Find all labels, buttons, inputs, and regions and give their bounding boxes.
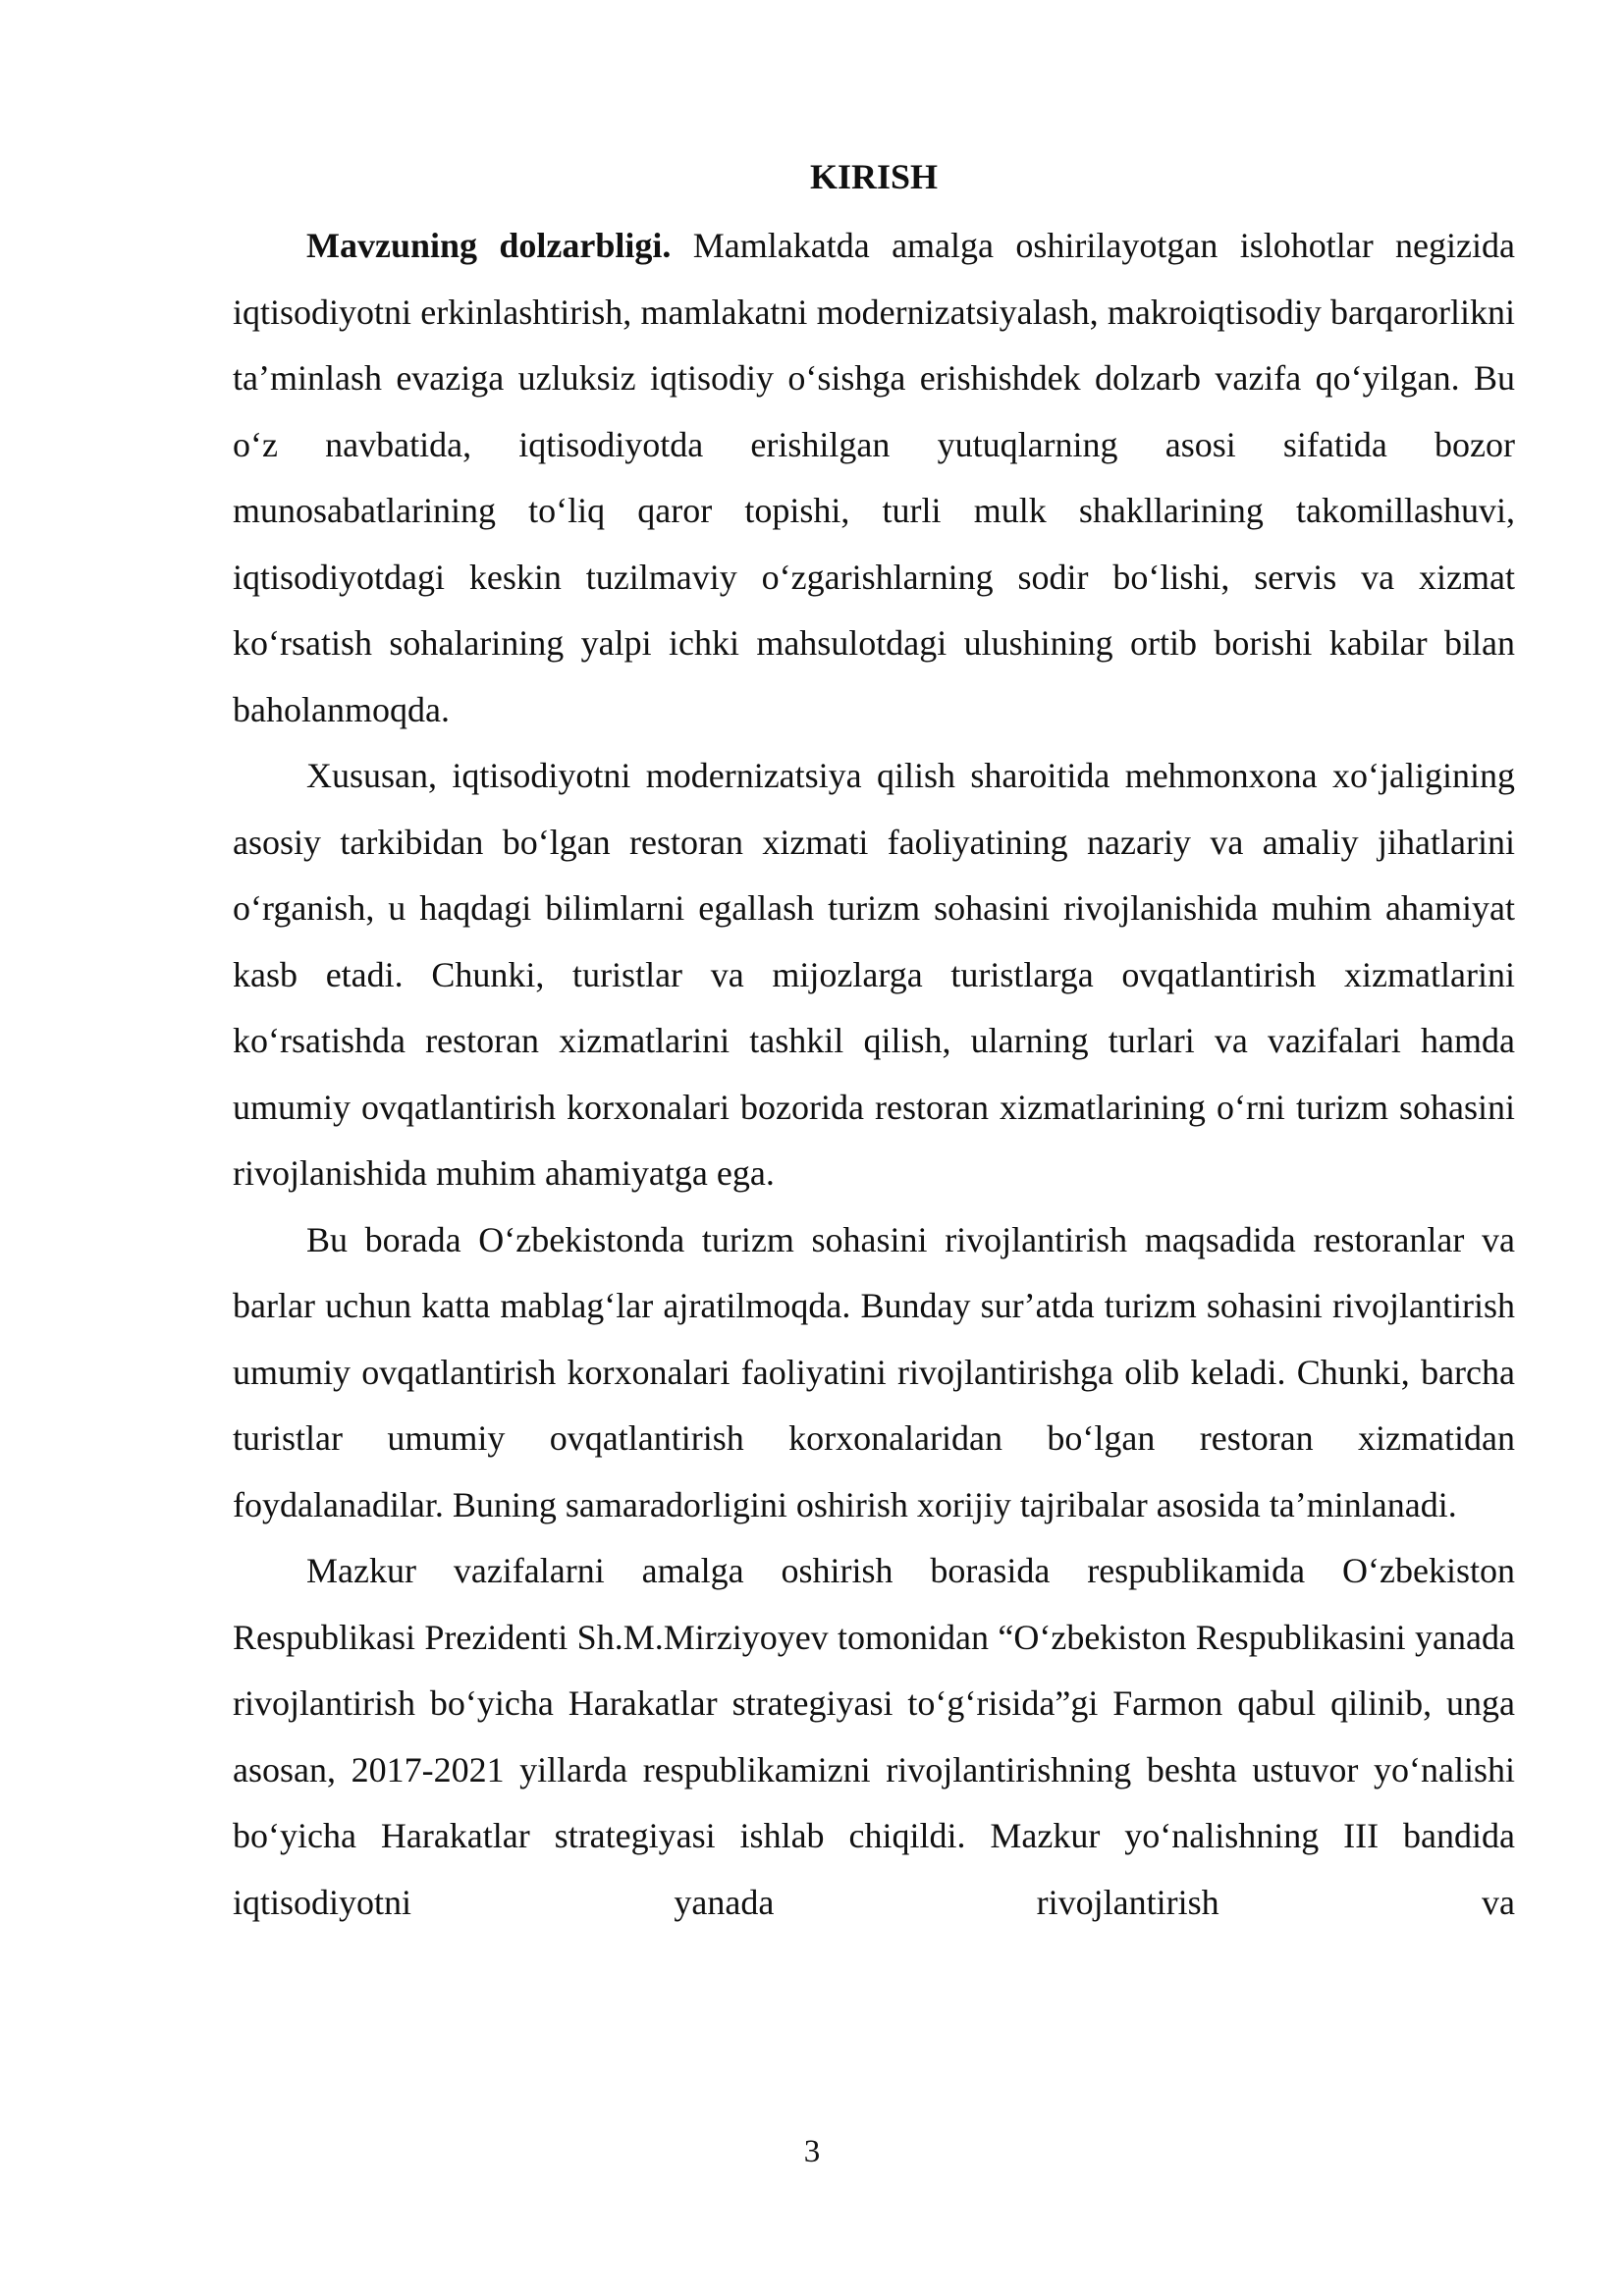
paragraph-modernization: Xususan, iqtisodiyotni modernizatsiya qilish sharoitida mehmonxona xoʻjaligining asosiy tarkibidan boʻlgan restoran xizmati faoliyatining nazariy va amaliy jihatlarini oʻrganish, u haqdagi bilimlarni egallash turizm sohasini rivojlanishida muhim ahamiyat kasb etadi. Chunki, turistlar va mijozlarga turistlarga ovqatlantirish xizmatlarini koʻrsatishda restoran xizmatlarini tashkil qilish, ularning turlari va vazifalari hamda umumiy ovqatlantirish korxonalari bozorida restoran xizmatlarining oʻrni turizm sohasini rivojlanishida muhim ahamiyatga ega. <box>233 756 1515 1193</box>
paragraph-lead: Mavzuning dolzarbligi. <box>306 226 672 265</box>
paragraph-tourism: Bu borada Oʻzbekistonda turizm sohasini rivojlantirish maqsadida restoranlar va barlar uchun katta mablagʻlar ajratilmoqda. Bunday surʼatda turizm sohasini rivojlantirish umumiy ovqatlantirish korxonalari faoliyatini rivojlantirishga olib keladi. Chunki, barcha turistlar umumiy ovqatlantirish korxonalaridan boʻlgan restoran xizmatidan foydalanadilar. Buning samaradorligini oshirish xorijiy tajribalar asosida taʼminlanadi. <box>233 1219 1515 1524</box>
page-body <box>233 147 1515 1936</box>
section-heading: KIRISH <box>809 157 939 196</box>
paragraph-text: Mamlakatda amalga oshirilayotgan islohotlar negizida iqtisodiyotni erkinlashtirish, mamlakatni modernizatsiyalash, makroiqtisodiy barqarorlikni taʼminlash evaziga uzluksiz iqtisodiy oʻsishga erishishdek dolzarb vazifa qoʻyilgan. Bu oʻz navbatida, iqtisodiyotda erishilgan yutuqlarning asosi sifatida bozor munosabatlarining toʻliq qaror topishi, turli mulk shakllarining takomillashuvi, iqtisodiyotdagi keskin tuzilmaviy oʻzgarishlarning sodir boʻlishi, servis va xizmat koʻrsatish sohalarining yalpi ichki mahsulotdagi ulushining ortib borishi kabilar bilan baholanmoqda. <box>233 226 1515 729</box>
paragraph-strategy: Mazkur vazifalarni amalga oshirish borasida respublikamida Oʻzbekiston Respublikasi Prezidenti Sh.M.Mirziyoyev tomonidan “Oʻzbekiston Respublikasini yanada rivojlantirish boʻyicha Harakatlar strategiyasi toʻgʻrisida”gi Farmon qabul qilinib, unga asosan, 2017-2021 yillarda respublikamizni rivojlantirishning beshta ustuvor yoʻnalishi boʻyicha Harakatlar strategiyasi ishlab chiqildi. Mazkur yoʻnalishning III bandida iqtisodiyotni yanada rivojlantirish va <box>233 1551 1515 1922</box>
paragraph-relevance <box>233 213 1515 743</box>
page-number: 3 <box>803 2134 821 2169</box>
